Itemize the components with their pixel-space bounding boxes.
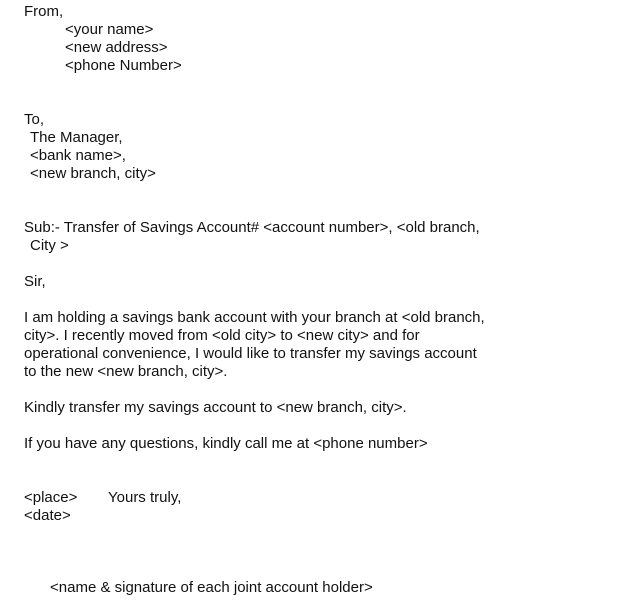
body-p2: Kindly transfer my savings account to <new branch, city>. [24,399,407,416]
closing-place: <place> [24,489,78,506]
from-address: <new address> [65,39,168,56]
closing-valediction: Yours truly, [108,489,182,506]
from-phone: <phone Number> [65,57,182,74]
body-p1-line-1: I am holding a savings bank account with your branch at <old branch, [24,309,485,326]
signature-line: <name & signature of each joint account holder> [50,579,373,596]
body-p1-line-3: operational convenience, I would like to transfer my savings account [24,345,477,362]
to-branch-city: <new branch, city> [30,165,156,182]
to-manager: The Manager, [30,129,123,146]
subject-line-1: Sub:- Transfer of Savings Account# <account number>, <old branch, [24,219,480,236]
subject-line-2: City > [30,237,69,254]
closing-date: <date> [24,507,71,524]
body-p3: If you have any questions, kindly call me at <phone number> [24,435,428,452]
to-bank-name: <bank name>, [30,147,126,164]
body-p1-line-4: to the new <new branch, city>. [24,363,228,380]
body-p1-line-2: city>. I recently moved from <old city> to <new city> and for [24,327,420,344]
from-name: <your name> [65,21,154,38]
to-label: To, [24,111,45,128]
salutation: Sir, [24,273,46,290]
from-label: From, [24,3,64,20]
